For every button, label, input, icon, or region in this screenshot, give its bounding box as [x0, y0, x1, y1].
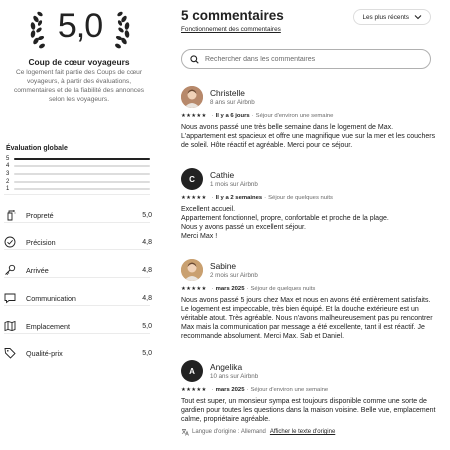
rating-bar-track	[14, 181, 150, 183]
overall-rating-title: Évaluation globale	[6, 145, 68, 152]
category-divider	[4, 249, 150, 250]
review-header	[181, 259, 436, 281]
category-divider	[4, 194, 150, 195]
category-divider	[4, 277, 150, 278]
avatar-initial: C	[189, 174, 195, 184]
review-meta	[181, 195, 436, 201]
guest-favorite-description: Ce logement fait partie des Coups de cœur voyageurs, à partir des évaluations, commentaires et de la fiabilité des annonces selon les voyageurs.	[13, 69, 145, 103]
review-date: Il y a 2 semaines	[215, 195, 263, 201]
review-text: Tout est super, un monsieur sympa est toujours disponible comme une sorte de gardien pour toutes les questions dans la maison voisine. Belle vue, emplacement calme, propriétaire agréable.	[181, 398, 436, 423]
rating-bar-row	[6, 170, 150, 178]
sort-dropdown[interactable]	[353, 9, 431, 25]
reviewer-info	[210, 362, 258, 380]
rating-bar-row	[6, 155, 150, 163]
category-divider	[4, 305, 150, 306]
reviewer-info	[210, 88, 255, 106]
category-value: 4,8	[142, 238, 152, 246]
rating-bar-row	[6, 163, 150, 171]
reviewer-tenure: 2 mois sur Airbnb	[210, 272, 258, 279]
review-text: Nous avons passé une très belle semaine dans le logement de Max. L'appartement est spacieux et offre une magnifique vue sur la mer et les couchers de soleil. Hôte réactif et agréable. Merci pour ce séjour.	[181, 124, 436, 149]
overall-rating-value: 5,0	[57, 7, 103, 45]
reviewer-tenure: 8 ans sur Airbnb	[210, 99, 255, 106]
reviewer-name[interactable]: Cathie	[210, 170, 235, 180]
category-row	[4, 208, 152, 222]
show-original-text-link[interactable]: Afficher le texte d'origine	[269, 429, 336, 435]
profile-photo-icon	[181, 259, 203, 281]
category-row	[4, 263, 152, 277]
rating-bar-row	[6, 178, 150, 186]
review-card	[181, 259, 436, 341]
category-row	[4, 346, 152, 360]
meta-separator: ·	[211, 195, 214, 201]
price-tag-icon	[4, 347, 16, 359]
category-label: Communication	[26, 293, 76, 303]
category-divider	[4, 222, 150, 223]
review-meta	[181, 286, 436, 292]
stay-duration: Séjour d'environ une semaine	[250, 387, 329, 393]
rating-bar-track	[14, 158, 150, 160]
original-language: Langue d'origine : Allemand	[192, 429, 266, 435]
category-label: Emplacement	[26, 321, 70, 331]
review-card	[181, 360, 436, 436]
rating-distribution	[6, 155, 150, 193]
review-card	[181, 86, 436, 150]
avatar[interactable]	[181, 360, 203, 382]
star-rating-icon: ★★★★★	[181, 387, 207, 393]
reviewer-name[interactable]: Sabine	[210, 261, 237, 271]
category-divider	[4, 333, 150, 334]
category-value: 4,8	[142, 294, 152, 302]
how-reviews-work-link[interactable]: Fonctionnement des commentaires	[181, 26, 281, 33]
meta-separator: ·	[211, 387, 214, 393]
star-rating-icon: ★★★★★	[181, 113, 207, 119]
reviewer-tenure: 10 ans sur Airbnb	[210, 373, 259, 380]
reviews-count-title: 5 commentaires	[181, 8, 284, 23]
review-meta	[181, 113, 436, 119]
avatar-initial: A	[189, 366, 195, 376]
rating-bar-label: 2	[6, 178, 10, 185]
review-text: Excellent accueil. Appartement fonctionnel, propre, confortable et proche de la plage. Nous y avons passé un excellent séjour. Merci Max !	[181, 206, 389, 240]
meta-separator: ·	[264, 195, 267, 201]
meta-separator: ·	[246, 286, 249, 292]
overall-rating-block	[28, 6, 132, 52]
map-icon	[4, 320, 16, 332]
avatar[interactable]	[181, 168, 203, 190]
review-header	[181, 168, 436, 190]
category-value: 4,8	[142, 266, 152, 274]
rating-bar-row	[6, 185, 150, 193]
category-value: 5,0	[142, 211, 152, 219]
category-label: Arrivée	[26, 265, 49, 275]
category-value: 5,0	[142, 322, 152, 330]
category-row	[4, 291, 152, 305]
rating-summary	[0, 0, 158, 450]
review-header	[181, 360, 436, 382]
rating-bar-label: 3	[6, 170, 10, 177]
meta-separator: ·	[246, 387, 249, 393]
review-date: mars 2025	[215, 387, 245, 393]
meta-separator: ·	[211, 286, 214, 292]
rating-bar-fill	[14, 158, 150, 160]
reviewer-name[interactable]: Christelle	[210, 88, 245, 98]
rating-bar-track	[14, 188, 150, 190]
review-card	[181, 168, 436, 241]
stay-duration: Séjour de quelques nuits	[250, 286, 316, 292]
avatar[interactable]	[181, 259, 203, 281]
reviewer-info	[210, 261, 258, 279]
review-date: mars 2025	[215, 286, 245, 292]
check-circle-icon	[4, 236, 16, 248]
translate-icon	[181, 428, 189, 436]
category-value: 5,0	[142, 349, 152, 357]
translation-info	[181, 428, 436, 436]
reviewer-info	[210, 170, 258, 188]
chevron-down-icon	[414, 14, 422, 20]
rating-bar-label: 1	[6, 186, 10, 193]
review-header	[181, 86, 436, 108]
meta-separator: ·	[211, 113, 214, 119]
category-row	[4, 235, 152, 249]
reviewer-tenure: 1 mois sur Airbnb	[210, 181, 258, 188]
sort-dropdown-label: Les plus récents	[362, 13, 409, 21]
category-label: Qualité-prix	[26, 348, 63, 358]
laurel-right-icon	[110, 10, 132, 50]
reviews-panel	[181, 0, 441, 450]
review-search-input[interactable]	[205, 56, 425, 63]
rating-bar-label: 5	[6, 155, 10, 162]
review-date: Il y a 6 jours	[215, 113, 250, 119]
star-rating-icon: ★★★★★	[181, 195, 207, 201]
rating-bar-label: 4	[6, 163, 10, 170]
review-text: Nous avons passé 5 jours chez Max et nous en avons été entièrement satisfaits. Le logement est impeccable, très bien équipé. Et la douche extérieure est un véritable atout. Très agréable. Nous n'avons malheureusement pas pu rencontrer Max mais la communication par message a été excellente, tant il est réactif. Je recommande absolument. Merci Max. Sab et Daniel.	[181, 297, 433, 340]
rating-bar-track	[14, 173, 150, 175]
key-icon	[4, 264, 16, 276]
rating-bar-track	[14, 165, 150, 167]
category-label: Précision	[26, 237, 56, 247]
stay-duration: Séjour d'environ une semaine	[255, 113, 334, 119]
search-icon	[190, 55, 199, 64]
category-label: Propreté	[26, 210, 54, 220]
avatar[interactable]	[181, 86, 203, 108]
reviewer-name[interactable]: Angelika	[210, 362, 243, 372]
laurel-left-icon	[28, 10, 50, 50]
stay-duration: Séjour de quelques nuits	[268, 195, 333, 201]
guest-favorite-title: Coup de cœur voyageurs	[28, 57, 130, 67]
review-meta	[181, 387, 436, 393]
review-search-box[interactable]	[181, 49, 431, 69]
spray-bottle-icon	[4, 209, 16, 221]
profile-photo-icon	[181, 86, 203, 108]
meta-separator: ·	[251, 113, 254, 119]
chat-bubble-icon	[4, 292, 16, 304]
category-row	[4, 319, 152, 333]
star-rating-icon: ★★★★★	[181, 286, 207, 292]
